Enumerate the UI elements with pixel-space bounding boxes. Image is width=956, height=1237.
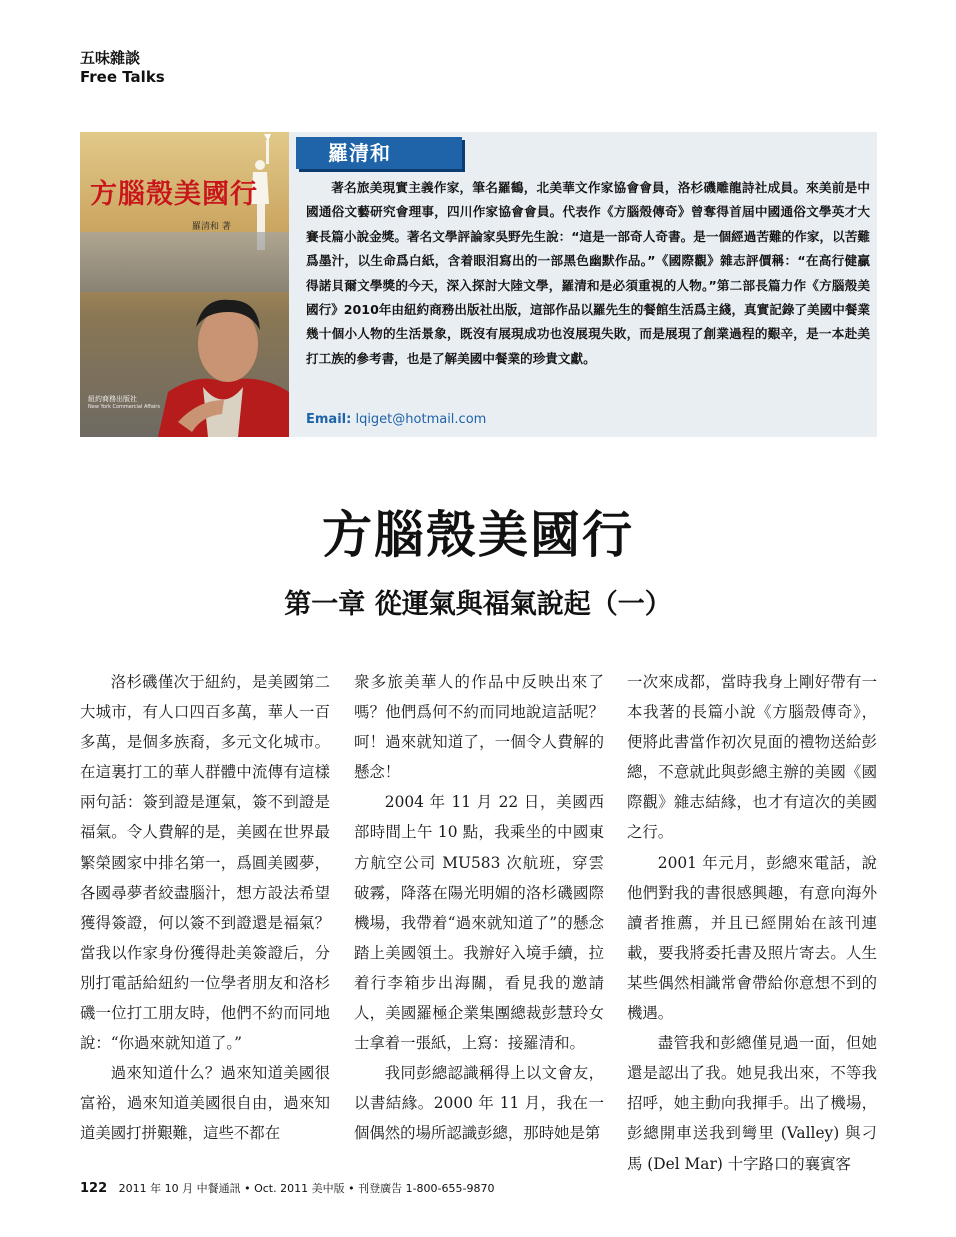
author-box — [80, 132, 877, 437]
paragraph: 我同彭總認識稱得上以文會友，以書結緣。2000 年 11 月，我在一個偶然的場所認識彭總，那時她是第 — [354, 1064, 604, 1143]
publisher-en: New York Commercial Affairs — [88, 404, 160, 410]
section-title-en: Free Talks — [80, 68, 165, 86]
page-footer — [80, 1180, 494, 1196]
body-column-1 — [80, 667, 330, 1149]
page-number: 122 — [80, 1181, 108, 1196]
section-header — [80, 49, 165, 87]
cover-title: 方腦殼美國行 — [90, 179, 258, 210]
paragraph: 盡管我和彭總僅見過一面，但她還是認出了我。她見我出來，不等我招呼，她主動向我揮手。出了機場，彭總開車送我到彎里 (Valley) 與刁馬 (Del Mar) 十字路口的襄賓客 — [627, 1034, 877, 1173]
paragraph: 過來知道什么？過來知道美國很富裕，過來知道美國很自由，過來知道美國打拼艱難，這些不都在 — [80, 1064, 330, 1143]
email-address[interactable]: lqiget@hotmail.com — [355, 412, 487, 427]
publisher — [88, 394, 160, 410]
article-title: 方腦殼美國行 — [322, 505, 634, 564]
body-column-2 — [354, 667, 604, 1149]
author-name: 羅清和 — [296, 137, 462, 169]
paragraph: 2001 年元月，彭總來電話，說他們對我的書很感興趣，有意向海外讀者推薦，并且已經開始在該刊連載，要我將委托書及照片寄去。人生某些偶然相識常會帶給你意想不到的機遇。 — [627, 853, 877, 1023]
body-column-3 — [627, 667, 877, 1179]
paragraph: 2004 年 11 月 22 日，美國西部時間上午 10 點，我乘坐的中國東方航空公司 MU583 次航班，穿雲破霧，降落在陽光明媚的洛杉磯國際機場，我帶着“過來就知道了”的懸念踏上美國領土。我辦好入境手續，拉着行李箱步出海關，看見我的邀請人，美國羅極企業集團總裁彭慧玲女士拿着一張紙，上寫：接羅清和。 — [354, 793, 604, 1053]
article-subtitle: 第一章 從運氣與福氣說起（一） — [284, 589, 672, 620]
publisher-cn: 紐約商務出版社 — [88, 395, 137, 403]
paragraph: 洛杉磯僅次于紐約，是美國第二大城市，有人口四百多萬，華人一百多萬，是個多族裔，多元文化城市。在這裏打工的華人群體中流傳有這樣兩句話：簽到證是運氣，簽不到證是福氣。令人費解的是，美國在世界最繁榮國家中排名第一，爲圓美國夢，各國尋夢者絞盡腦汁，想方設法希望獲得簽證，何以簽不到證還是福氣？當我以作家身份獲得赴美簽證后，分別打電話給紐約一位學者朋友和洛杉磯一位打工朋友時，他們不約而同地說：“你過來就知道了。” — [80, 673, 330, 1053]
footer-text: 2011 年 10 月 中餐通訊 • Oct. 2011 美中版 • 刊登廣告 1-800-655-9870 — [118, 1182, 495, 1195]
paragraph: 一次來成都，當時我身上剛好帶有一本我著的長篇小說《方腦殼傳奇》，便將此書當作初次見面的禮物送給彭總，不意就此與彭總主辦的美國《國際觀》雜志結緣，也才有這次的美國之行。 — [627, 673, 877, 842]
author-portrait — [158, 282, 289, 437]
author-bio: 著名旅美現實主義作家，筆名羅鶴，北美華文作家協會會員，洛杉磯雕龍詩社成員。來美前是中國通俗文藝研究會理事，四川作家協會會員。代表作《方腦殼傳奇》曾奪得首屆中國通俗文學英才大賽長篇小說金獎。著名文學評論家吳野先生說：“這是一部奇人奇書。是一個經過苦難的作家，以苦難爲墨汁，以生命爲白紙，含着眼泪寫出的一部黑色幽默作品。”《國際觀》雜志評價稱：“在高行健贏得諾貝爾文學獎的今天，深入探討大陸文學，羅清和是必須重視的人物。”第二部長篇力作《方腦殼美國行》2010年由紐約商務出版社出版，這部作品以羅先生的餐館生活爲主綫，真實記錄了美國中餐業幾十個小人物的生活景象，既沒有展現成功也沒展現失敗，而是展現了創業過程的艱辛，是一本赴美打工族的參考書，也是了解美國中餐業的珍貴文獻。 — [306, 180, 870, 366]
author-email — [306, 412, 486, 427]
section-title-cn: 五味雜談 — [80, 49, 141, 67]
email-label: Email: — [306, 412, 352, 427]
book-cover-image — [80, 132, 289, 437]
cover-author: 羅清和 著 — [192, 222, 231, 232]
paragraph: 衆多旅美華人的作品中反映出來了嗎？他們爲何不約而同地說這話呢？呵！過來就知道了，一個令人費解的懸念！ — [354, 673, 604, 782]
